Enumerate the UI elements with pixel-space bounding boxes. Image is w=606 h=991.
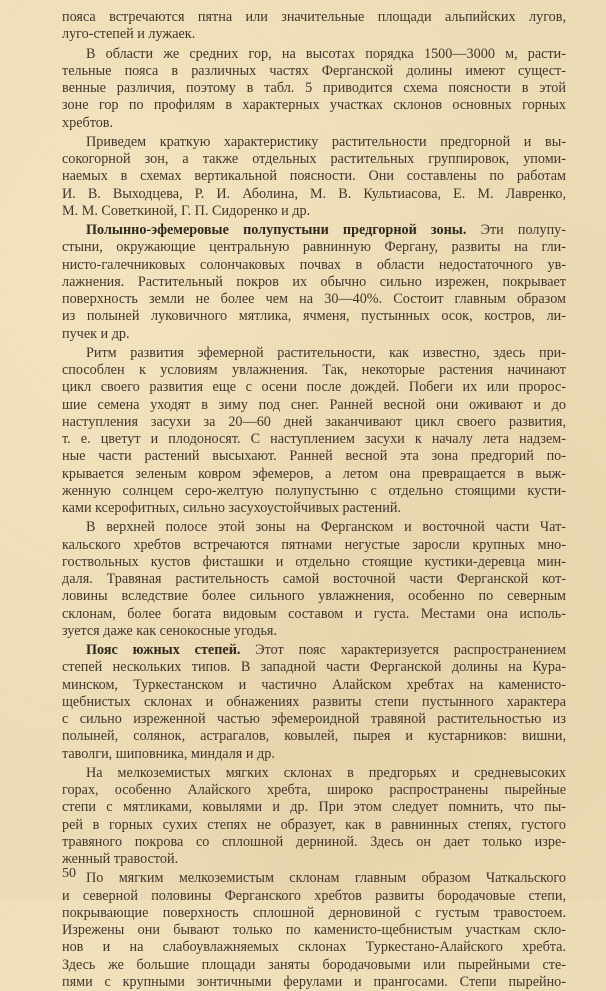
text-line: покрывающие поверхность сплошной дерновиной с густым травостоем.	[62, 904, 566, 921]
text-line: женный травостой.	[62, 851, 179, 867]
text-line: способлен к условиям увлажнения. Так, некоторые растения начинают	[62, 362, 566, 378]
text-line: В области же средних гор, на высотах порядка 1500—3000 м, расти-	[86, 45, 566, 62]
text-line: нисто-галечниковых солончаковых почвах в области недостаточного ув-	[62, 256, 566, 273]
text-line	[62, 642, 566, 659]
paragraph	[62, 134, 566, 220]
text-line: М. М. Советкиной, Г. П. Сидоренко и др.	[62, 202, 311, 219]
text-line: На мелкоземистых мягких склонах в предгорьях и средневысоких	[86, 764, 566, 781]
text-line: венные различия, поэтому в табл. 5 приводится схема поясности в этой	[62, 80, 566, 96]
text-line: хребтов.	[62, 114, 114, 131]
paragraph	[62, 345, 566, 518]
text-line: щебнистых склонах и обнажениях развиты степи пустынного характера	[62, 693, 566, 710]
text-line: лажнения. Растительный покров их обычно сильно изрежен, покрывает	[62, 273, 566, 290]
text-line: склонам, более богата видовым составом и густа. Местами она исполь-	[62, 605, 566, 622]
text-line: зуется даже как сенокосные угодья.	[62, 622, 277, 639]
paragraph	[62, 870, 566, 991]
text-line: ные части растений высыхают. Ранней весной эта зона предгорий по-	[62, 448, 566, 465]
text-line: зоне гор по профилям в характерных участках склонов основных горных	[62, 97, 566, 114]
text-line: наступления засухи за 20—60 дней заканчивают цикл своего развития,	[62, 413, 566, 430]
paragraph	[62, 222, 566, 343]
text-line: горах, особенно Алайского хребта, широко распространены пырейные	[62, 782, 566, 798]
text-line	[62, 222, 566, 239]
text-line: таволги, шиповника, миндаля и др.	[62, 745, 275, 762]
paragraph	[62, 519, 566, 640]
text-line: тельные пояса в различных частях Ферганской долины имеют сущест-	[62, 62, 566, 79]
text-line: и северной половины Ферганского хребтов развиты бородачовые степи,	[62, 887, 566, 904]
text-line: с сильно изреженной частью эфемероидной травяной растительностью из	[62, 711, 566, 727]
text-line: шие семена уходят в зиму под снег. Ранней весной они оживают и до	[62, 396, 566, 413]
text-line: крывается зеленым ковром эфемеров, а летом она превращается в выж-	[62, 465, 566, 482]
text-line: Изрежены они бывают только по каменисто-щебнистым участкам скло-	[62, 922, 566, 938]
text-line: ками ксерофитных, сильно засухоустойчивых растений.	[62, 500, 401, 516]
text-line: полыней, солянок, астрагалов, ковылей, пырея и кустарников: вишни,	[62, 728, 566, 745]
text-line: женную солнцем серо-желтую полупустыню с отдельно стоящими кусти-	[62, 482, 566, 499]
text-line: наемых в схемах вертикальной поясности. Они составлены по работам	[62, 168, 566, 185]
paragraph	[62, 46, 566, 132]
text-line: даля. Травяная растительность самой восточной части Ферганской кот-	[62, 571, 566, 587]
section-heading: Полынно-эфемеровые полупустыни предгорной зоны.	[86, 222, 467, 238]
text-line: В верхней полосе этой зоны на Ферганском и восточной части Чат-	[86, 519, 566, 536]
section-heading: Пояс южных степей.	[86, 642, 241, 658]
text-line: степи с мятликами, ковылями и др. При этом следует помнить, что пы-	[62, 799, 566, 816]
page-number: 50	[62, 866, 76, 881]
text-line: По мягким мелкоземистым склонам главным образом Чаткальского	[86, 870, 566, 887]
paragraph	[62, 642, 566, 763]
heading-continuation: Этот пояс характеризуется распространением	[240, 642, 566, 658]
heading-continuation: Эти полупу-	[466, 222, 566, 238]
text-line: кальского хребтов встречаются пятнами негустые заросли крупных мно-	[62, 536, 566, 553]
text-line: степей нескольких типов. В западной части Ферганской долины на Кура-	[62, 659, 566, 676]
text-line: цикл своего развития еще с осени после дождей. Побеги их или пророс-	[62, 379, 566, 396]
text-line: стыни, окружающие центральную равнинную Фергану, развиты на гли-	[62, 239, 566, 256]
text-line: рей в горных сухих степях не образует, как в равнинных степях, густого	[62, 816, 566, 833]
text-line: пояса встречаются пятна или значительные площади альпийских лугов,	[62, 9, 566, 25]
text-line: гоствольных кустов фисташки и отдельно стоящие кустики-деревца мин-	[62, 553, 566, 570]
text-line: из полыней луковичного мятлика, ячменя, пустынных осок, костров, ли-	[62, 308, 566, 325]
text-line: ловины вследствие более сильного увлажнения, особенно по северным	[62, 588, 566, 605]
text-line: И. В. Выходцева, Р. И. Аболина, М. В. Культиасова, Е. М. Лавренко,	[62, 185, 566, 202]
text-line: пучек и др.	[62, 325, 130, 342]
text-line: Здесь же большие площади заняты бородачовыми или пырейными сте-	[62, 956, 566, 973]
text-line: нов и на слабоувлажняемых склонах Туркестано-Алайского хребта.	[62, 939, 566, 956]
paragraph	[62, 9, 566, 44]
text-line: Приведем краткую характеристику растительности предгорной и вы-	[86, 133, 566, 150]
paragraph	[62, 765, 566, 869]
text-line: минском, Туркестанском и частично Алайском хребтах на каменисто-	[62, 676, 566, 693]
text-line: т. е. цветут и плодоносят. С наступлением засухи к началу лета надзем-	[62, 431, 566, 447]
text-line: сокогорной зон, а также отдельных растительных группировок, упоми-	[62, 151, 566, 167]
document-page	[62, 9, 566, 991]
text-line: луго-степей и лужаек.	[62, 26, 196, 43]
text-line: травяного покрова со сплошной дерниной. Здесь он дает только изре-	[62, 833, 566, 850]
text-line: поверхность земли не более чем на 30—40%. Состоит главным образом	[62, 291, 566, 307]
text-line: Ритм развития эфемерной растительности, как известно, здесь при-	[86, 344, 566, 361]
text-line: пями с крупными зонтичными ферулами и прангосами. Степи пырейно-	[62, 973, 566, 990]
